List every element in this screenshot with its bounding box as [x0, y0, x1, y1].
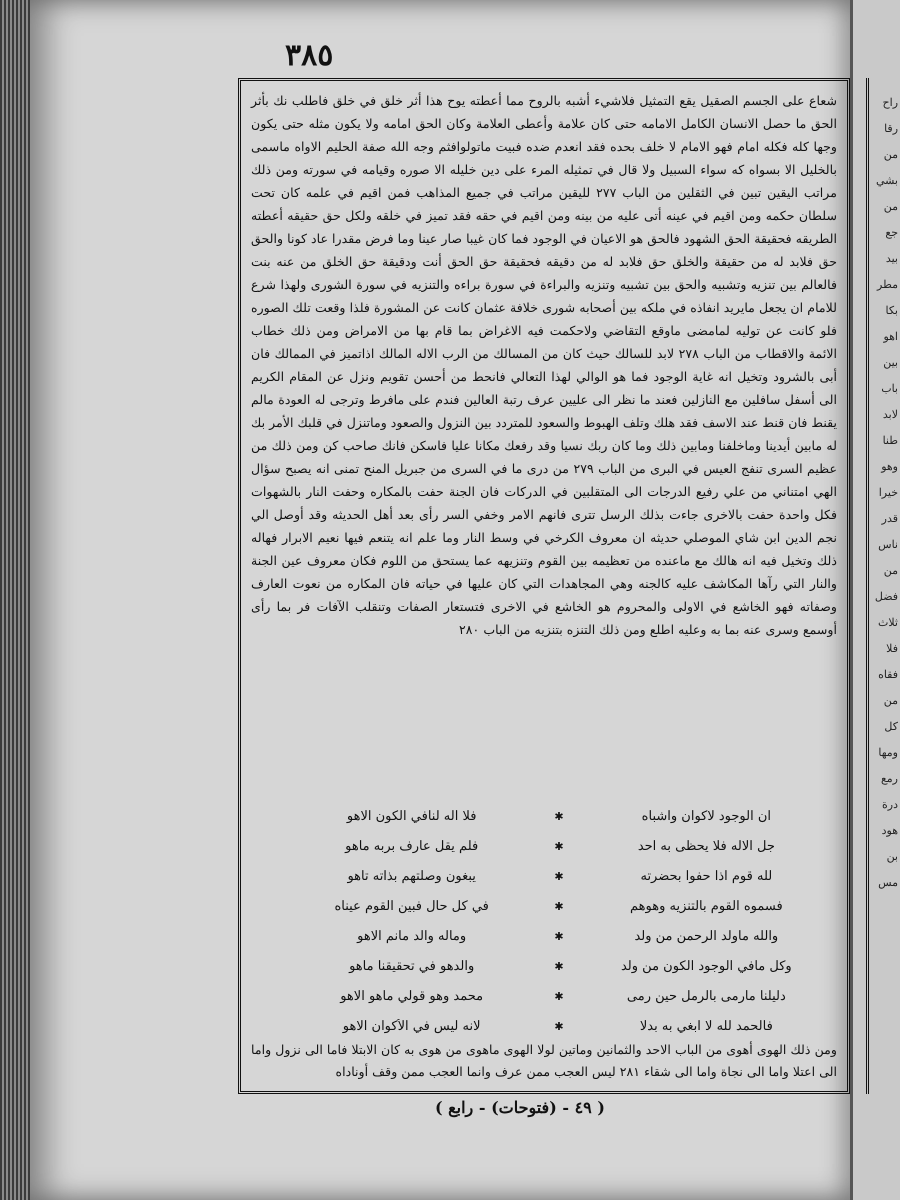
verse-first-hemistich: فالحمد لله لا ابغي به بدلا [639, 1018, 773, 1034]
adjacent-page-fragment: فلا [886, 642, 898, 655]
adjacent-page-fragment: ناس [878, 538, 898, 551]
verse-first-hemistich: وكل مافي الوجود الكون من ولد [620, 958, 792, 974]
poem-verse [281, 951, 837, 981]
adjacent-page-text [872, 90, 898, 1090]
verse-first-hemistich: فسموه القوم بالتنزيه وهوهم [630, 898, 783, 914]
adjacent-page-fragment: وهو [881, 460, 898, 473]
poem [281, 801, 837, 1041]
adjacent-page-fragment: راح [882, 96, 898, 109]
verse-first-hemistich: والله ماولد الرحمن من ولد [634, 928, 779, 944]
adjacent-page-fragment: بين [883, 356, 898, 369]
adjacent-page-fragment: بشي [875, 174, 898, 187]
verse-separator-icon: ✱ [554, 989, 564, 1003]
verse-second-hemistich: فلم يقل عارف بربه ماهو [345, 838, 479, 854]
adjacent-page-fragment: باب [881, 382, 898, 395]
body-text [251, 89, 837, 641]
poem-verse [281, 921, 837, 951]
book-page-edges [0, 0, 30, 1200]
adjacent-page-fragment: من [883, 200, 898, 213]
verse-separator-icon: ✱ [554, 1019, 564, 1033]
adjacent-page-fragment: اهو [883, 330, 898, 343]
adjacent-page-fragment: مس [878, 876, 898, 889]
adjacent-page-fragment: مطر [877, 278, 898, 291]
adjacent-page-fragment: قدر [881, 512, 898, 525]
poem-verse [281, 1011, 837, 1041]
text-frame [238, 78, 850, 1094]
verse-separator-icon: ✱ [554, 929, 564, 943]
poem-verse [281, 861, 837, 891]
adjacent-page-fragment: ثلاث [878, 616, 898, 629]
closing-paragraph: ومن ذلك الهوى أهوى من الباب الاحد والثمانين وماتين لولا الهوى ماهوى من هوى به كان الابتلا فاما الى نزول واما الى اعتلا واما الى نجاة واما الى شقاء ٢٨١ ليس العجب ممن عرف وانما العجب ممن وقف أوناداه [251, 1042, 837, 1079]
adjacent-page-fragment: رقا [884, 122, 898, 135]
adjacent-page-fragment: درة [882, 798, 898, 811]
adjacent-page-fragment: من [883, 564, 898, 577]
verse-second-hemistich: محمد وهو قولي ماهو الاهو [340, 988, 484, 1004]
page-number: ٣٨٥ [285, 38, 334, 73]
verse-second-hemistich: لانه ليس في الأكوان الاهو [342, 1018, 481, 1034]
poem-verse [281, 831, 837, 861]
adjacent-page-fragment: طنا [882, 434, 898, 447]
verse-second-hemistich: فلا اله لنافي الكون الاهو [346, 808, 477, 824]
verse-separator-icon: ✱ [554, 959, 564, 973]
verse-second-hemistich: يبغون وصلتهم بذاته تاهو [347, 868, 476, 884]
poem-verse [281, 801, 837, 831]
adjacent-page-fragment: فقاه [878, 668, 898, 681]
adjacent-page-fragment: جع [885, 226, 898, 239]
adjacent-page-fragment: ومها [878, 746, 898, 759]
verse-separator-icon: ✱ [554, 869, 564, 883]
adjacent-page-fragment: بيد [885, 252, 898, 265]
adjacent-page-fragment: بن [886, 850, 898, 863]
verse-first-hemistich: لله قوم اذا حفوا بحضرته [640, 868, 773, 884]
verse-first-hemistich: دليلنا مارمى بالرمل حين رمى [626, 988, 786, 1004]
poem-verse [281, 891, 837, 921]
verse-first-hemistich: ان الوجود لاكوان واشباه [641, 808, 772, 824]
adjacent-page-fragment: رمع [880, 772, 898, 785]
verse-separator-icon: ✱ [554, 809, 564, 823]
verse-second-hemistich: وماله والد مانم الاهو [357, 928, 467, 944]
verse-separator-icon: ✱ [554, 839, 564, 853]
book-page [30, 0, 850, 1200]
adjacent-page-fragment: خيرا [878, 486, 898, 499]
poem-verse [281, 981, 837, 1011]
main-paragraph: شعاع على الجسم الصقيل يقع التمثيل فلاشيء أشبه بالروح مما أعطته يوح هذا أثر خلق في خلق فاطلب نك بأثر الحق ما حصل الانسان الكامل الامامه حتى كان علامة وأعطى العلامة وكان الحق امامه ولا يكون مثله حتى يكون وجها كله فكله امام فهو الامام لا خلف بحده فقد انعدم ضده فبيت ماتولوافثم وجه الله صفة الحليم الاواه ماسمى بالخليل الا بسواه كه سواء السبيل ولا قال في تمثيله المرء على دين خليله الا صوره وقيامه في سورته ومن ذلك مراتب اليقين تبين في الثقلين من الباب ٢٧٧ لليقين مراتب في جميع المذاهب فمن اقيم في علمه كان تحت سلطان حكمه ومن اقيم في عينه أتى عليه من بينه ومن اقيم في حقه فقد تميز في خلقه ولكل حق حقيقه أعطته الطريقه فحقيقة الحق الشهود فالحق هو الاعيان في الوجود فما كان غيبا صار عينا وما فرض مقدرا عاد كونا والحق حق فلابد له من حقيقة والخلق حق فلابد له من دقيقه فحقيقة حق الحق أنت ودقيقة حق الخلق من عنه بنت فالعالم بين تنزيه وتشبيه والحق بين تشبيه وتنزيه والبراءة في سورة براءه والتنزيه في سورة الشورى ولهذا شرع للامام ان يجعل مايريد انفاذه في ملكه بين أصحابه شورى خلافة عثمان كانت عن المشورة فلذا وقعت تلك الصوره فلو كانت عن توليه لمامضى ماوقع التقاضي ولاحكمت فيه الاغراض بما قام بها من الامراض ومن ذلك خطاب الائمة والاقطاب من الباب ٢٧٨ لابد للسالك حيث كان من المسالك من الرب الاله المالك اذاتميز في الممالك فان أبى بالشرود وتخيل انه غاية الوجود فما هو الوالي لهذا التعالي فانحط من أحسن تقويم ونزل عن المقام الكريم الى أسفل سافلين مع النازلين فعند ما نظر الى عليين عرف رتبة العالين فندم على مافرط وترجى له العودة مالم يقنط فان قنط عند الاسف فقد هلك وتلف الهبوط والسعود للمتردد بين النزول والصعود وماتنزل في قلبك الأمر بك له مابين أيدينا وماخلفنا ومابين ذلك وما كان ربك نسيا وقد رفعك مكانا عليا فاسكن فانك صاحب كن ومن ذلك من عظيم السرى تنفج العيس في البرى من الباب ٢٧٩ من درى ما في السرى من جبريل المنح تمنى انه يصبح سؤال الهي امتناني من علي رفيع الدرجات الى المتقلبين في الدركات فان الجنة حفت بالمكاره وحفت النار بالشهوات فكل واحدة حفت بالاخرى جاءت بذلك الرسل تترى فانهم الامر وخفي السر رأى بعد أهل الحديثه وقد أوصل الي نجم الدين ابن شاي الموصلي حديثه ان معروف الكرخي في وسط النار وما علم انه يتنعم فيها نعيم الابرار فهاله ذلك وتخيل فيه انه هالك مع ماعنده من تعظيمه بين القوم وتنزيهه عما يستحق من اللوم فكان معروف عين الجنة والنار التي رآها المكاشف عليه كالجنه وهي المجاهدات التي كان عليها في حياته فان المكاره من نعوت العارف وصفاته فهو الخاشع في الاولى والمحروم هو الخاشع في الاخرى فتستعار الصفات وتنقلب الآفات فر بما رأى أوسمع وسرى عنه بما به وعليه اطلع ومن ذلك التنزه بتنزيه من الباب ٢٨٠ [251, 93, 838, 637]
volume-footer: ( ٤٩ - (فتوحات) - رابع ) [435, 1098, 605, 1117]
verse-first-hemistich: جل الاله فلا يحظى به احد [637, 838, 775, 854]
adjacent-page-fragment: لابد [882, 408, 898, 421]
adjacent-page-fragment: كل [884, 720, 898, 733]
verse-second-hemistich: والدهو في تحقيقنا ماهو [349, 958, 475, 974]
verse-separator-icon: ✱ [554, 899, 564, 913]
adjacent-page-fragment: هود [881, 824, 898, 837]
adjacent-page-fragment: من [883, 694, 898, 707]
adjacent-page-fragment: من [883, 148, 898, 161]
verse-second-hemistich: في كل حال فبين القوم عيناه [334, 898, 489, 914]
adjacent-page-fragment: بكا [885, 304, 898, 317]
adjacent-page-fragment: فضل [874, 590, 898, 603]
